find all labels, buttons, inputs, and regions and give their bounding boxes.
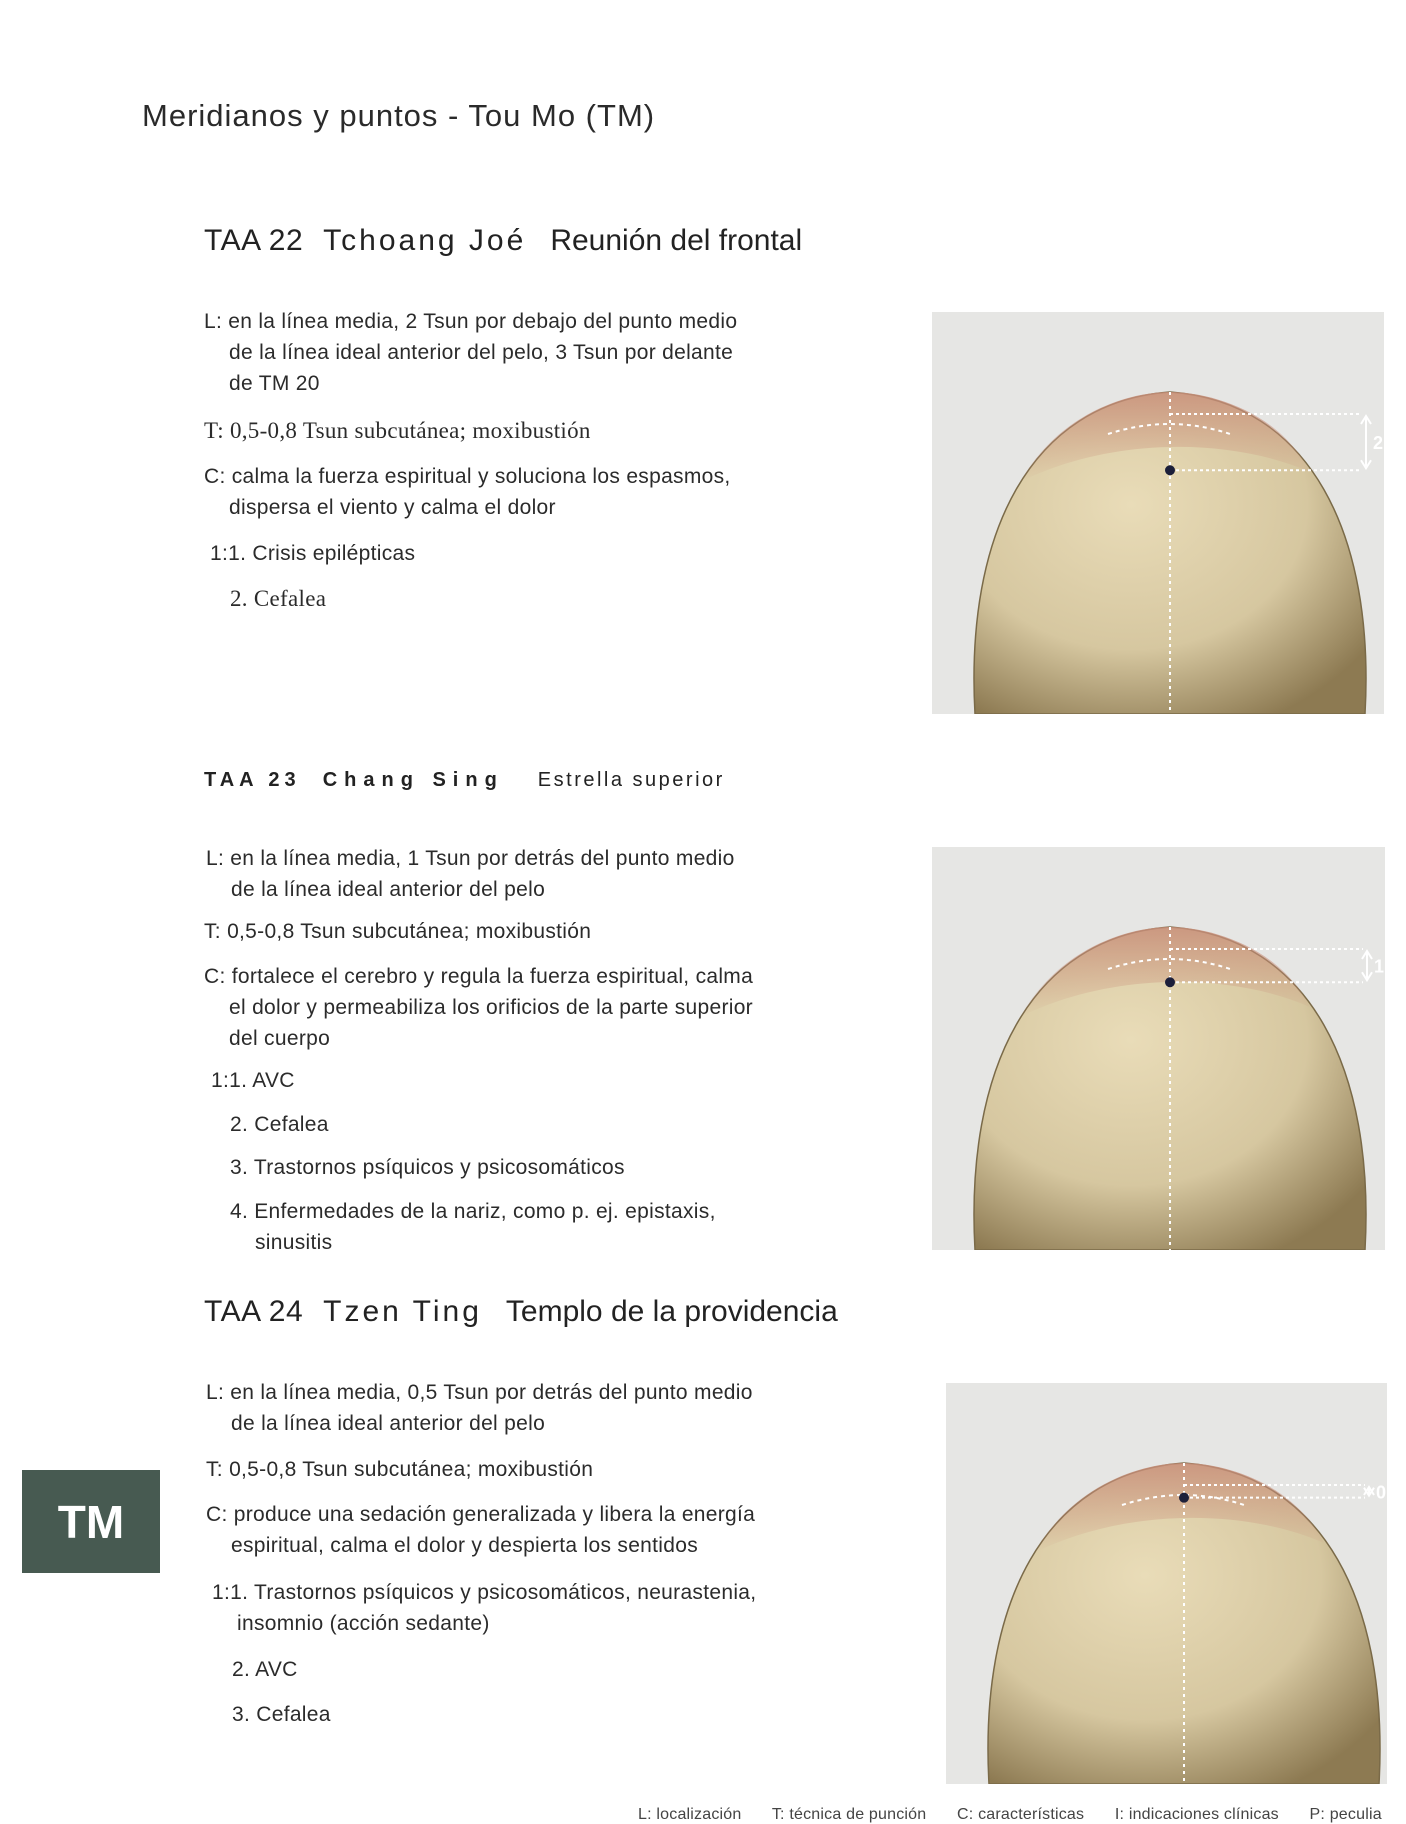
- footer-legend-item: T: técnica de punción: [771, 1806, 927, 1823]
- characteristics-line: el dolor y permeabiliza los orificios de la parte superior: [229, 996, 753, 1019]
- characteristics-text: [206, 1499, 755, 1561]
- head-illustration-image: [932, 312, 1384, 714]
- technique-text: T: 0,5-0,8 Tsun subcutánea; moxibustión: [204, 418, 591, 443]
- localization-text: [206, 1377, 753, 1439]
- point-title: [204, 1295, 838, 1329]
- indication-item: 3. Trastornos psíquicos y psicosomáticos: [230, 1156, 625, 1179]
- localization-line: L: en la línea media, 1 Tsun por detrás del punto medio: [206, 847, 735, 870]
- localization-line: de la línea ideal anterior del pelo: [231, 878, 546, 901]
- point-code: TAA 22: [204, 224, 304, 257]
- point-code: TAA 23: [204, 769, 301, 791]
- characteristics-line: C: calma la fuerza espiritual y soluciona los espasmos,: [204, 465, 731, 488]
- indication-item: 3. Cefalea: [232, 1703, 331, 1726]
- acupoint-marker: [1165, 465, 1175, 475]
- acupoint-marker: [1165, 977, 1175, 987]
- localization-text: [204, 306, 737, 399]
- point-translation: Reunión del frontal: [550, 224, 803, 257]
- point-translation: Estrella superior: [537, 769, 725, 791]
- footer-legend: [638, 1806, 1406, 1824]
- point-code: TAA 24: [204, 1295, 304, 1328]
- point-title: [204, 224, 802, 258]
- footer-legend-item: L: localización: [638, 1806, 742, 1823]
- measure-label: 2: [1372, 433, 1384, 454]
- localization-line: de TM 20: [229, 372, 320, 395]
- acupoint-marker: [1179, 1493, 1189, 1503]
- characteristics-line: del cuerpo: [229, 1027, 331, 1050]
- indication-item: 2. Cefalea: [230, 1113, 329, 1136]
- footer-legend-item: C: características: [957, 1806, 1085, 1823]
- characteristics-line: dispersa el viento y calma el dolor: [229, 496, 556, 519]
- characteristics-line: C: produce una sedación generalizada y libera la energía: [206, 1503, 756, 1526]
- page-title: Meridianos y puntos - Tou Mo (TM): [142, 98, 656, 133]
- characteristics-line: espiritual, calma el dolor y despierta los sentidos: [231, 1534, 699, 1557]
- indication-item: 1:1. Crisis epilépticas: [210, 542, 416, 565]
- indication-line: 1:1. Trastornos psíquicos y psicosomáticos, neurastenia,: [212, 1581, 757, 1604]
- indication-line: insomnio (acción sedante): [237, 1612, 490, 1635]
- characteristics-text: [204, 961, 753, 1054]
- localization-line: de la línea ideal anterior del pelo: [231, 1412, 546, 1435]
- indication-item: 2. Cefalea: [230, 586, 327, 611]
- head-illustration-image: [932, 847, 1385, 1250]
- localization-line: L: en la línea media, 0,5 Tsun por detrás del punto medio: [206, 1381, 753, 1404]
- indication-item: 1:1. AVC: [211, 1069, 295, 1092]
- head-illustration-image: [946, 1383, 1387, 1784]
- localization-text: [206, 843, 735, 905]
- measure-label: 1: [1373, 956, 1385, 977]
- indication-line: 4. Enfermedades de la nariz, como p. ej. epistaxis,: [230, 1200, 716, 1223]
- point-title: [204, 769, 725, 792]
- point-name: Chang Sing: [322, 769, 504, 791]
- meridian-tab-tm: TM: [22, 1470, 160, 1573]
- indication-item: 2. AVC: [232, 1658, 298, 1681]
- localization-line: de la línea ideal anterior del pelo, 3 Tsun por delante: [229, 341, 734, 364]
- point-name: Tchoang Joé: [323, 224, 527, 257]
- characteristics-text: [204, 461, 731, 523]
- indication-item: [212, 1577, 756, 1639]
- technique-text: T: 0,5-0,8 Tsun subcutánea; moxibustión: [206, 1458, 594, 1481]
- localization-line: L: en la línea media, 2 Tsun por debajo del punto medio: [204, 310, 738, 333]
- point-translation: Templo de la providencia: [505, 1295, 838, 1328]
- characteristics-line: C: fortalece el cerebro y regula la fuerza espiritual, calma: [204, 965, 754, 988]
- footer-legend-item: P: peculia: [1309, 1806, 1382, 1823]
- technique-text: T: 0,5-0,8 Tsun subcutánea; moxibustión: [204, 920, 592, 943]
- indication-line: sinusitis: [255, 1231, 333, 1254]
- measure-label: 0: [1375, 1482, 1387, 1503]
- footer-legend-item: I: indicaciones clínicas: [1114, 1806, 1279, 1823]
- point-name: Tzen Ting: [323, 1295, 482, 1328]
- indication-item: [230, 1196, 716, 1258]
